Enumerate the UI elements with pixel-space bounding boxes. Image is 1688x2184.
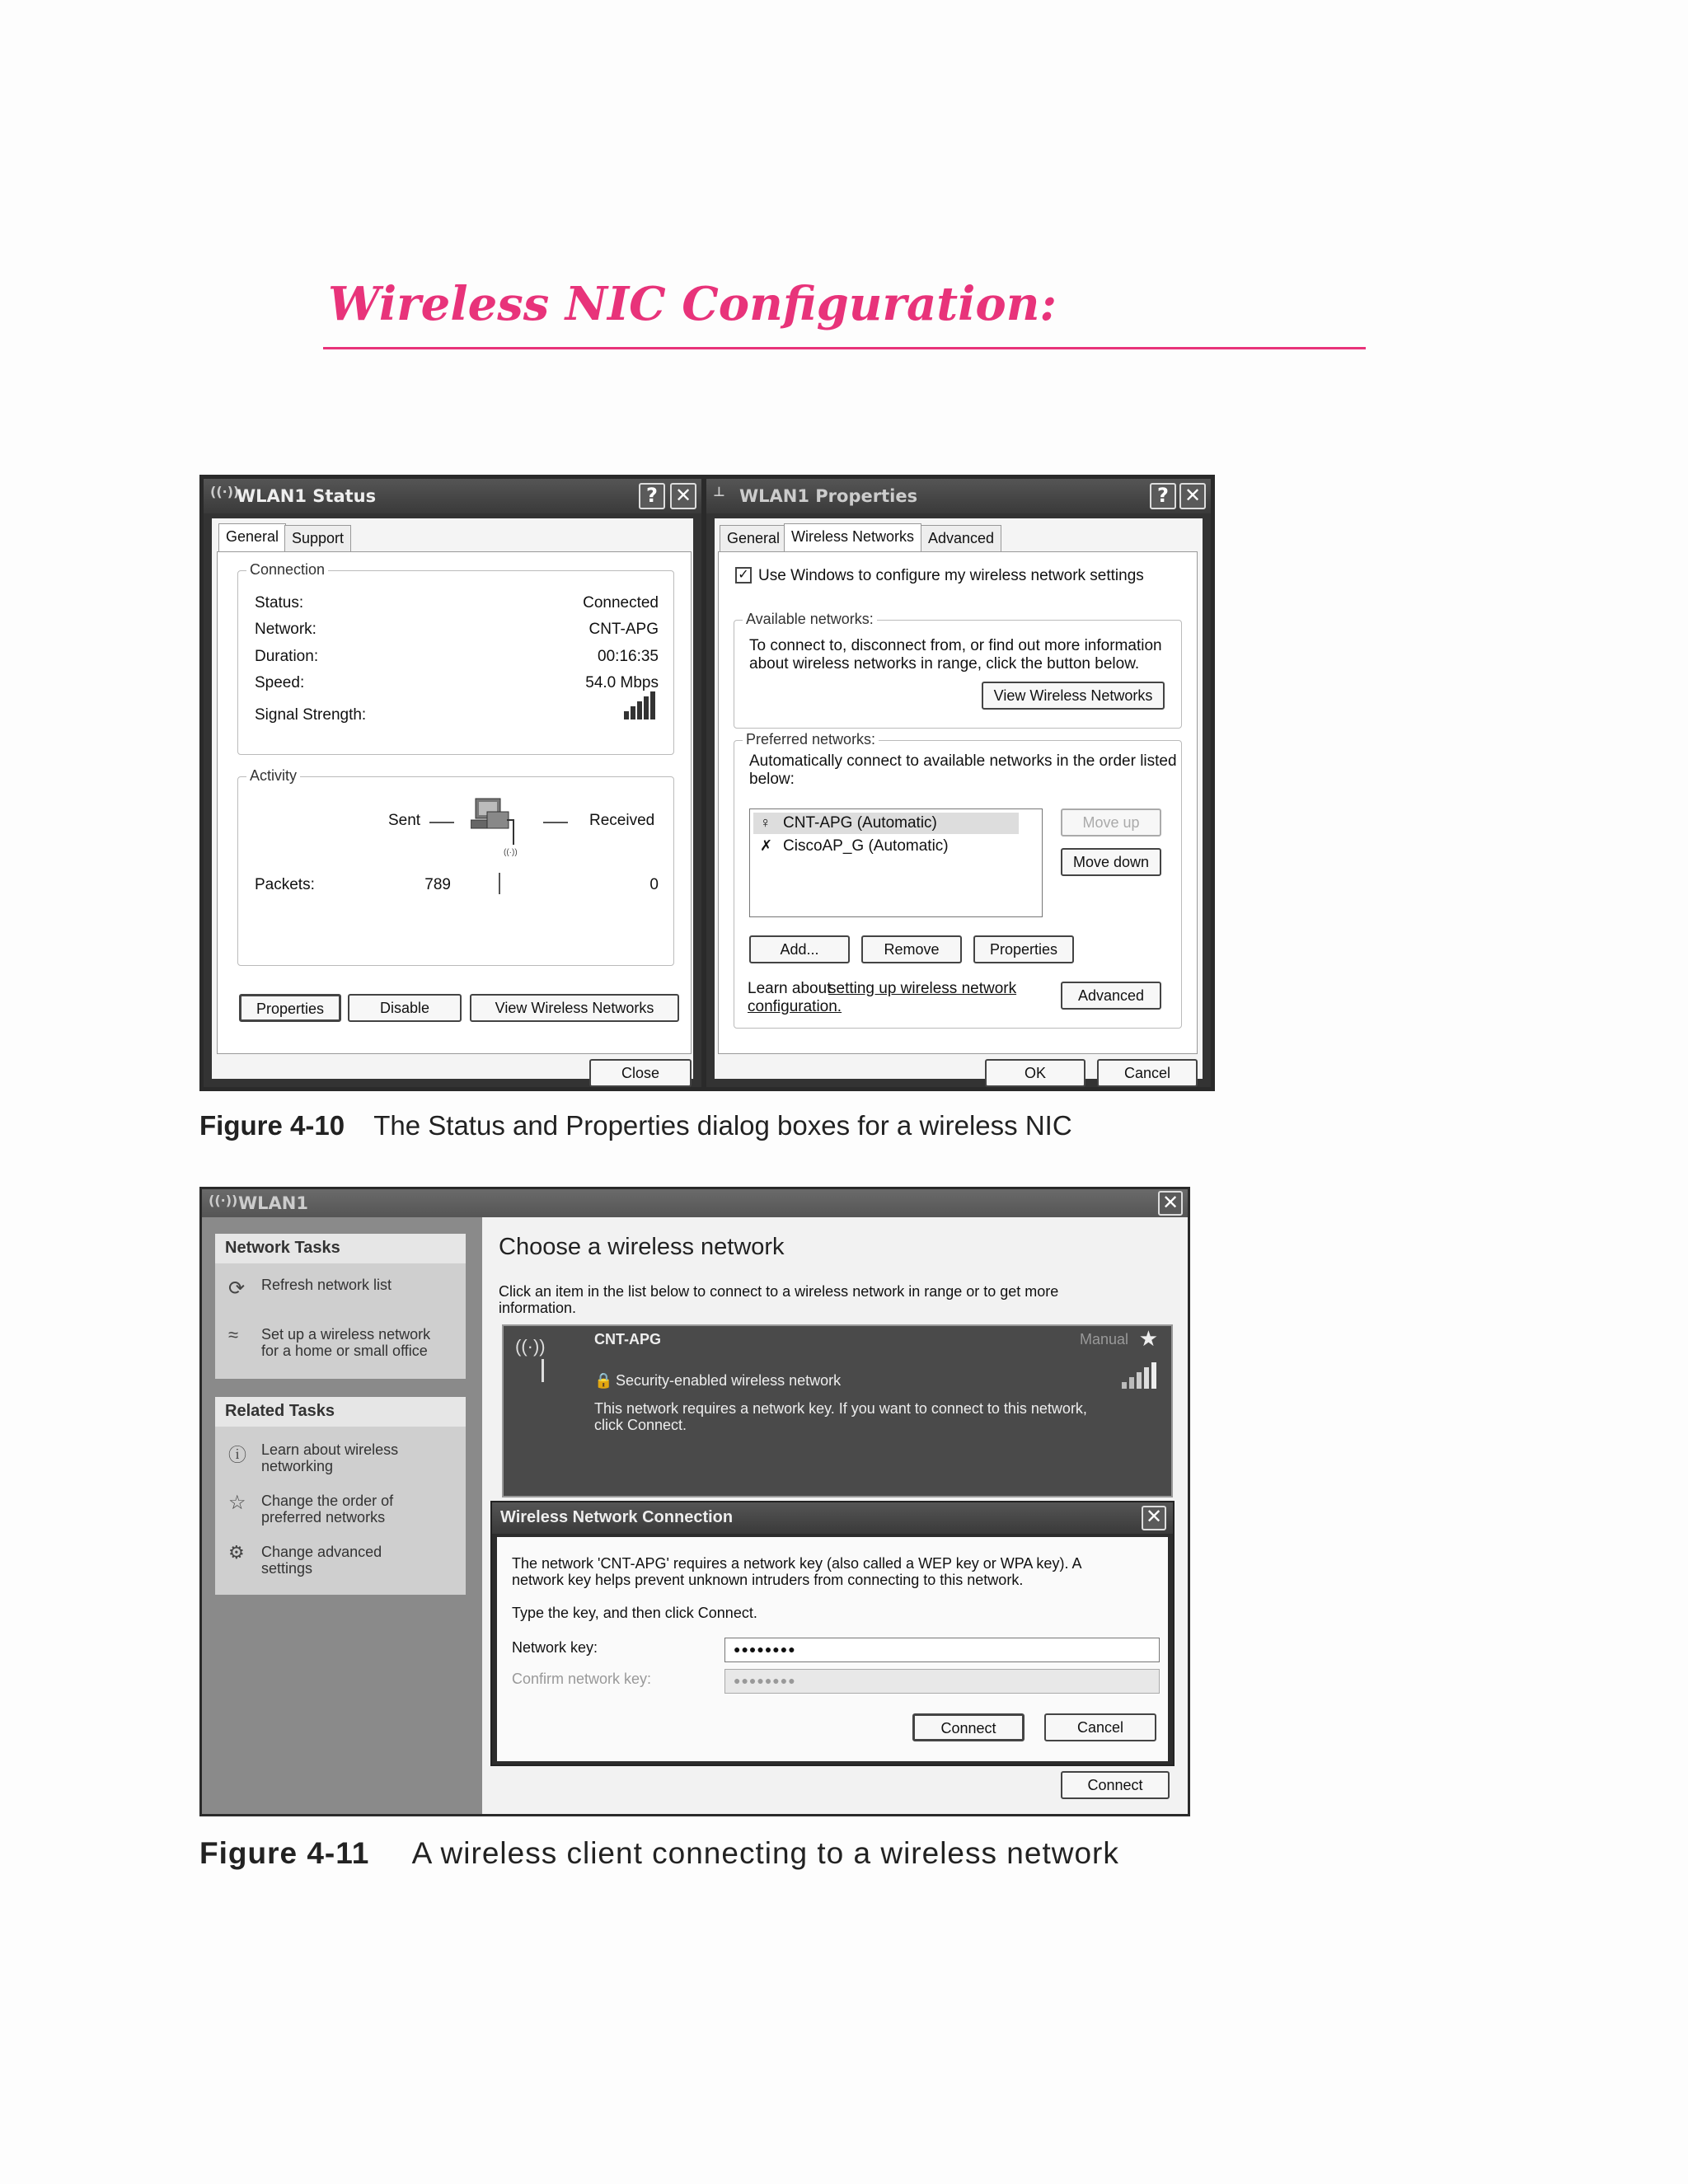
status-titlebar — [204, 479, 701, 513]
sent-label: Sent — [388, 812, 421, 829]
connection-text-line3: Type the key, and then click Connect. — [512, 1605, 757, 1621]
figure-4-10-caption — [199, 1110, 1072, 1141]
properties-client-area — [715, 518, 1203, 1079]
status-window-title: WLAN1 Status — [237, 486, 377, 506]
use-windows-checkbox[interactable]: ✓ — [735, 567, 752, 583]
figure-number: Figure 4-10 — [199, 1110, 345, 1141]
properties-window-title: WLAN1 Properties — [739, 486, 918, 506]
figure-4-11 — [199, 1187, 1190, 1816]
page-title: Wireless NIC Configuration: — [328, 277, 1057, 331]
tab-support[interactable]: Support — [284, 525, 351, 551]
network-value: CNT-APG — [588, 621, 659, 638]
preferred-text-line2: below: — [749, 771, 795, 788]
wireless-networks-panel — [718, 551, 1198, 1054]
packets-sent-value: 789 — [424, 876, 451, 893]
remove-button[interactable]: Remove — [861, 935, 962, 963]
wireless-antenna-icon: ((·)) — [515, 1336, 546, 1357]
instructions-line1: Click an item in the list below to connect to a wireless network in range or to get more — [499, 1283, 1059, 1300]
confirm-key-label: Confirm network key: — [512, 1671, 652, 1687]
connect-button[interactable]: Connect — [912, 1713, 1025, 1741]
network-tasks-header: Network Tasks — [215, 1234, 466, 1263]
network-status: Manual — [1079, 1331, 1128, 1347]
disable-button[interactable]: Disable — [348, 994, 462, 1022]
available-text-line1: To connect to, disconnect from, or find out more information — [749, 637, 1162, 654]
received-line — [543, 822, 568, 823]
move-up-button[interactable]: Move up — [1061, 808, 1161, 837]
close-button[interactable]: Close — [589, 1059, 692, 1087]
signal-strength-label: Signal Strength: — [255, 706, 367, 724]
cancel-button[interactable]: Cancel — [1044, 1713, 1156, 1741]
setup-wireless-icon: ≈ — [228, 1324, 239, 1345]
packets-divider — [499, 873, 500, 894]
connection-dialog-body — [497, 1537, 1168, 1761]
list-item-ciscoap-g[interactable] — [753, 836, 1019, 857]
task-change-advanced-line2[interactable]: settings — [261, 1560, 313, 1577]
advanced-button[interactable]: Advanced — [1061, 982, 1161, 1010]
speed-value: 54.0 Mbps — [585, 674, 659, 691]
unavailable-network-icon: ✗ — [760, 837, 773, 854]
network-tasks-panel — [215, 1234, 466, 1379]
network-name: CNT-APG (Automatic) — [783, 814, 937, 832]
status-value: Connected — [583, 594, 659, 612]
use-windows-label: Use Windows to configure my wireless network settings — [758, 567, 1144, 584]
tab-wireless-networks[interactable]: Wireless Networks — [784, 523, 921, 553]
signal-strength-icon — [622, 691, 659, 721]
packets-received-value: 0 — [649, 876, 659, 893]
wireless-icon: ((·)) — [209, 1193, 238, 1208]
close-icon[interactable]: ✕ — [1179, 483, 1206, 509]
task-change-order-line2[interactable]: preferred networks — [261, 1509, 386, 1526]
preferred-networks-group — [734, 731, 1182, 1029]
duration-value: 00:16:35 — [598, 648, 659, 665]
antenna-mast — [542, 1359, 544, 1382]
figure-caption-text: A wireless client connecting to a wireless network — [411, 1836, 1119, 1870]
received-label: Received — [589, 812, 655, 829]
wlan1-window-title: WLAN1 — [238, 1193, 308, 1213]
confirm-key-field[interactable]: ●●●●●●●● — [724, 1669, 1160, 1694]
task-refresh-network-list[interactable]: Refresh network list — [261, 1277, 392, 1293]
close-icon[interactable]: ✕ — [670, 483, 696, 509]
properties-button[interactable]: Properties — [973, 935, 1074, 963]
title-rule — [323, 347, 1366, 349]
ok-button[interactable]: OK — [985, 1059, 1085, 1087]
signal-strength-icon — [1120, 1362, 1161, 1390]
list-item-cnt-apg[interactable] — [753, 813, 1019, 834]
connection-label: Connection — [246, 561, 328, 579]
connection-dialog-titlebar — [492, 1502, 1173, 1534]
network-label: Network: — [255, 621, 316, 638]
refresh-icon: ⟳ — [228, 1277, 246, 1300]
speed-label: Speed: — [255, 674, 305, 691]
learn-about-prefix: Learn about — [748, 980, 832, 997]
preferred-text-line1: Automatically connect to available networks in the order listed — [749, 752, 1177, 770]
view-wireless-networks-button[interactable]: View Wireless Networks — [470, 994, 679, 1022]
instructions-line2: information. — [499, 1300, 577, 1316]
tab-general[interactable]: General — [218, 523, 286, 553]
settings-icon: ⚙ — [228, 1542, 245, 1563]
available-networks-label: Available networks: — [743, 611, 877, 628]
help-icon[interactable]: ? — [639, 483, 665, 509]
sent-line — [429, 822, 454, 823]
network-connection-icon: ⊥ — [713, 484, 725, 499]
network-key-field[interactable]: ●●●●●●●● — [724, 1638, 1160, 1662]
connection-text-line2: network key helps prevent unknown intruders from connecting to this network. — [512, 1572, 1024, 1588]
info-icon: ⓘ — [228, 1445, 247, 1465]
network-item-cnt-apg[interactable] — [502, 1324, 1173, 1497]
network-key-label: Network key: — [512, 1639, 598, 1656]
properties-titlebar — [706, 479, 1211, 513]
status-client-area — [212, 518, 693, 1079]
wireless-network-connection-dialog — [490, 1501, 1175, 1766]
move-down-button[interactable]: Move down — [1061, 848, 1161, 876]
help-icon[interactable]: ? — [1150, 483, 1176, 509]
wlan1-properties-window — [704, 476, 1213, 1090]
figure-number: Figure 4-11 — [199, 1836, 370, 1870]
network-desc-line1: This network requires a network key. If you want to connect to this network, — [594, 1400, 1087, 1417]
activity-label: Activity — [246, 767, 300, 785]
related-tasks-panel — [215, 1397, 466, 1595]
status-label: Status: — [255, 594, 304, 612]
figure-caption-text: The Status and Properties dialog boxes for a wireless NIC — [373, 1110, 1072, 1141]
star-icon: ★ — [1138, 1326, 1158, 1351]
task-setup-wireless-line2[interactable]: for a home or small office — [261, 1343, 428, 1359]
task-setup-wireless-line1[interactable]: Set up a wireless network — [261, 1326, 431, 1343]
figure-4-10 — [199, 475, 1215, 1091]
task-learn-wireless-line2[interactable]: networking — [261, 1458, 334, 1474]
duration-label: Duration: — [255, 648, 319, 665]
tab-advanced[interactable]: Advanced — [921, 525, 1001, 551]
security-text: Security-enabled wireless network — [616, 1372, 842, 1389]
task-learn-wireless-line1[interactable]: Learn about wireless — [261, 1441, 399, 1458]
connection-text-line1: The network 'CNT-APG' requires a network key (also called a WEP key or WPA key). A — [512, 1555, 1082, 1572]
network-computers-icon — [471, 795, 528, 856]
tab-general[interactable]: General — [720, 525, 787, 551]
wlan1-status-window — [201, 476, 704, 1090]
figure-4-11-caption — [199, 1836, 1119, 1871]
task-change-order-line1[interactable]: Change the order of — [261, 1493, 394, 1509]
connection-group — [237, 561, 674, 755]
available-networks-group — [734, 611, 1182, 729]
close-icon[interactable]: ✕ — [1142, 1506, 1166, 1530]
view-wireless-networks-button[interactable]: View Wireless Networks — [982, 682, 1165, 710]
packets-label: Packets: — [255, 876, 315, 893]
infrastructure-network-icon: ♀ — [760, 814, 771, 831]
wlan1-titlebar — [202, 1189, 1188, 1217]
properties-button[interactable]: Properties — [239, 994, 341, 1022]
cancel-button[interactable]: Cancel — [1097, 1059, 1198, 1087]
connect-button[interactable]: Connect — [1061, 1771, 1170, 1799]
svg-text:((·)): ((·)) — [504, 848, 518, 856]
choose-network-heading: Choose a wireless network — [499, 1234, 785, 1260]
related-tasks-header: Related Tasks — [215, 1397, 466, 1427]
wireless-icon: ((·)) — [210, 484, 240, 499]
star-icon: ☆ — [228, 1492, 246, 1514]
add-button[interactable]: Add... — [749, 935, 850, 963]
status-general-panel — [217, 551, 692, 1054]
preferred-networks-label: Preferred networks: — [743, 731, 879, 748]
learn-about-link-line2[interactable]: configuration. — [748, 998, 842, 1015]
learn-about-link[interactable]: setting up wireless network — [828, 980, 1017, 997]
available-text-line2: about wireless networks in range, click the button below. — [749, 655, 1140, 673]
preferred-networks-list[interactable] — [749, 808, 1043, 917]
task-pane — [202, 1217, 482, 1814]
activity-group — [237, 767, 674, 966]
network-desc-line2: click Connect. — [594, 1417, 687, 1433]
connection-dialog-title: Wireless Network Connection — [500, 1508, 734, 1526]
close-icon[interactable]: ✕ — [1158, 1191, 1183, 1216]
task-change-advanced-line1[interactable]: Change advanced — [261, 1544, 382, 1560]
lock-icon: 🔒 — [594, 1372, 613, 1389]
network-name: CNT-APG — [594, 1331, 661, 1347]
network-name: CiscoAP_G (Automatic) — [783, 837, 949, 855]
